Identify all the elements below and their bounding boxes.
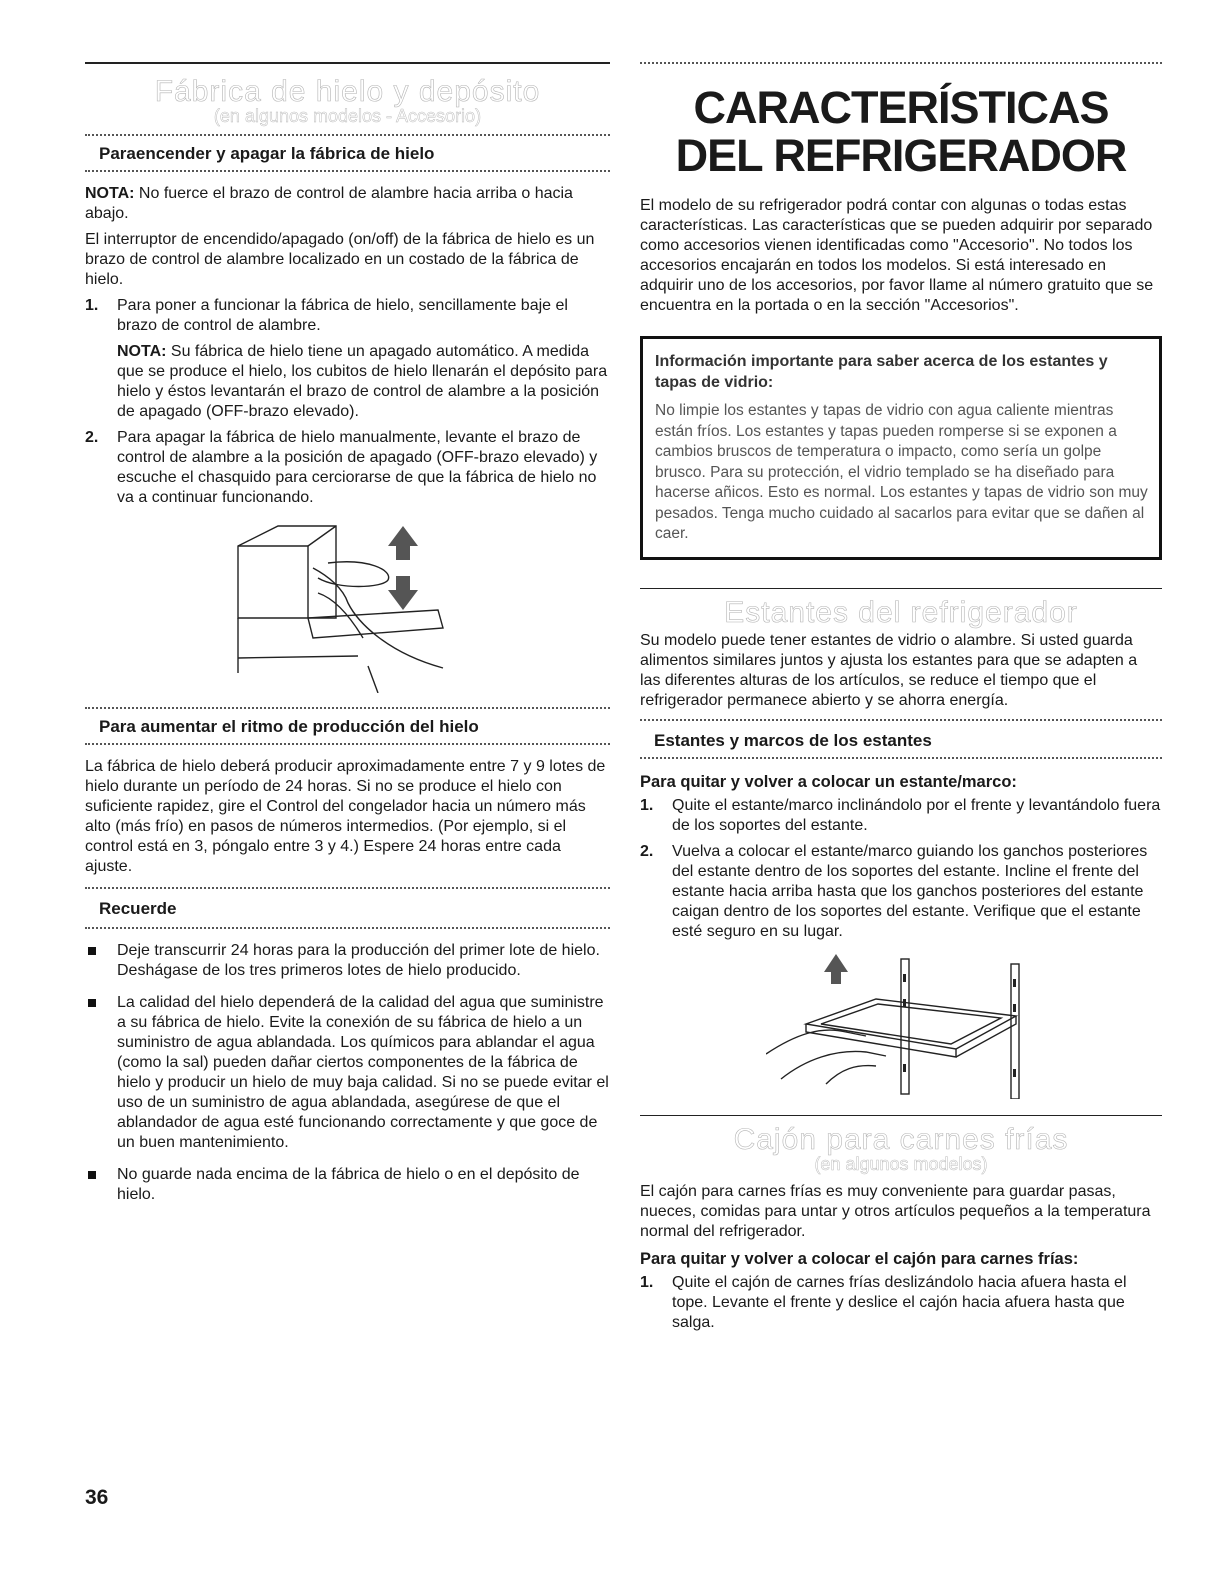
bullet-square-icon <box>88 947 96 955</box>
shelves-section-title: Estantes del refrigerador <box>724 595 1078 629</box>
step-text: Para poner a funcionar la fábrica de hielo, sencillamente baje el brazo de control de alambre. <box>117 297 568 334</box>
section-rule <box>640 588 1162 589</box>
shelves-text: Su modelo puede tener estantes de vidrio o alambre. Si usted guarda alimentos similares juntos y ajusta los estantes para que se adapten a las diferentes alturas de los artículos, se reduce el tiempo que el refrigerador permanece abierto y se ahorra energía. <box>640 631 1138 709</box>
step-number: 1. <box>640 1273 654 1291</box>
page-number: 36 <box>85 1486 109 1509</box>
step-number: 2. <box>85 429 99 446</box>
list-item <box>85 428 610 508</box>
glass-warning-box <box>640 336 1162 560</box>
shelves-frames-heading: Estantes y marcos de los estantes <box>654 730 932 750</box>
shelf-procedure-heading: Para quitar y volver a colocar un estante/marco: <box>640 772 1017 791</box>
list-item <box>85 1165 610 1205</box>
heading-rule-bottom <box>85 170 610 172</box>
main-title-line-1: CARACTERÍSTICAS <box>693 82 1109 133</box>
list-item <box>85 941 610 981</box>
step-text: Quite el estante/marco inclinándolo por el frente y levantándolo fuera de los soportes del estante. <box>672 796 1161 834</box>
meat-drawer-steps <box>640 1273 1162 1333</box>
step-number: 2. <box>640 842 654 860</box>
shelf-steps <box>640 796 1162 942</box>
ice-maker-section-title: Fábrica de hielo y depósito <box>154 75 541 108</box>
section-rule <box>640 1115 1162 1116</box>
main-title <box>640 84 1162 180</box>
meat-drawer-procedure-heading: Para quitar y volver a colocar el cajón para carnes frías: <box>640 1249 1079 1268</box>
step-text: Para apagar la fábrica de hielo manualmente, levante el brazo de control de alambre a la posición de apagado (OFF-brazo elevado) y escuche el chasquido para cerciorarse de que la fábrica de hielo no va a continuar funcionando. <box>117 429 598 506</box>
note-label: NOTA: <box>117 343 167 360</box>
list-item <box>85 993 610 1153</box>
list-item <box>85 296 610 422</box>
heading-rule-bottom <box>85 743 610 745</box>
meat-drawer-text: El cajón para carnes frías es muy conveniente para guardar pasas, nueces, comidas para untar y otros artículos pequeños a la temperatura normal del refrigerador. <box>640 1182 1151 1240</box>
step-text: Quite el cajón de carnes frías deslizándolo hacia afuera hasta el tope. Levante el frente y deslice el cajón hacia afuera hasta que salga. <box>672 1273 1127 1331</box>
ice-maker-section-subtitle: (en algunos modelos - Accesorio) <box>213 106 482 126</box>
warning-text: No limpie los estantes y tapas de vidrio con agua caliente mientras están fríos. Los estantes y tapas pueden romperse si se exponen a cambios bruscos de temperatura o impacto, como sería un golpe brusco. Para su protección, el vidrio templado se ha diseñado para hacerse añicos. Esto es normal. Los estantes y tapas de vidrio son muy pesados. Tenga mucho cuidado al sacarlos para evitar que se dañen al caer. <box>655 402 1148 542</box>
on-off-note <box>85 184 610 224</box>
remember-bullets <box>85 941 610 1205</box>
section-rule <box>640 62 1162 64</box>
on-off-intro: El interruptor de encendido/apagado (on/off) de la fábrica de hielo es un brazo de control de alambre localizado en un costado de la fábrica de hielo. <box>85 231 595 288</box>
meat-drawer-section-title: Cajón para carnes frías <box>733 1122 1069 1156</box>
note-text: No fuerce el brazo de control de alambre hacia arriba o hacia abajo. <box>85 185 573 222</box>
step-text: Vuelva a colocar el estante/marco guiando los ganchos posteriores del estante dentro de los soportes del estante. Incline el frente del estante hacia arriba hasta que los ganchos posteriores del estante caigan dentro de los soportes del estante. Verifique que el estante esté seguro en su lugar. <box>672 842 1148 940</box>
bullet-square-icon <box>88 1171 96 1179</box>
list-item <box>640 1273 1162 1333</box>
list-item <box>640 796 1162 836</box>
bullet-square-icon <box>88 999 96 1007</box>
remember-heading: Recuerde <box>99 899 177 918</box>
step-number: 1. <box>640 796 654 814</box>
warning-heading: Información importante para saber acerca de los estantes y tapas de vidrio: <box>655 353 1108 391</box>
note-text: Su fábrica de hielo tiene un apagado automático. A medida que se produce el hielo, los cubitos de hielo llenarán el depósito para hielo y éstos levantarán el brazo de control de alambre a la posición de apagado (OFF-brazo elevado). <box>117 343 608 420</box>
features-intro: El modelo de su refrigerador podrá contar con algunas o todas estas características. Las características que se pueden adquirir por separado como accesorios vienen identificadas como "Accesorio". No todos los accesorios encajarán en todos los modelos. Si está interesado en adquirir uno de los accesorios, por favor llame al número gratuito que se encuentra en la portada o en la sección "Accesorios". <box>640 197 1154 314</box>
ice-maker-illustration <box>218 518 478 693</box>
bullet-text: La calidad del hielo dependerá de la calidad del agua que suministre a su fábrica de hielo. Evite la conexión de su fábrica de hielo a un suministro de agua ablandada. Los químicos para ablandar el agua (como la sal) pueden dañar ciertos componentes de la fábrica de hielo y producir un hielo de muy baja calidad. Si no se puede evitar el uso de un suministro de agua ablandada, asegúrese de que el ablandador de agua esté funcionando correctamente y que goce de un buen mantenimiento. <box>117 994 609 1151</box>
heading-rule-bottom <box>85 927 610 929</box>
note-label: NOTA: <box>85 185 135 202</box>
shelf-illustration <box>766 954 1036 1099</box>
meat-drawer-section-subtitle: (en algunos modelos) <box>814 1153 988 1174</box>
main-title-line-2: DEL REFRIGERADOR <box>675 130 1127 181</box>
heading-rule-top <box>85 134 610 136</box>
on-off-steps <box>85 296 610 508</box>
step-number: 1. <box>85 297 99 314</box>
ice-rate-heading: Para aumentar el ritmo de producción del hielo <box>99 717 479 736</box>
list-item <box>640 842 1162 942</box>
right-column <box>640 62 1162 1333</box>
left-column <box>85 62 610 1205</box>
heading-rule-top <box>85 887 610 889</box>
on-off-heading: Paraencender y apagar la fábrica de hielo <box>99 144 435 163</box>
heading-rule-top <box>85 707 610 709</box>
bullet-text: Deje transcurrir 24 horas para la producción del primer lote de hielo. Deshágase de los tres primeros lotes de hielo producido. <box>117 942 600 979</box>
ice-rate-text: La fábrica de hielo deberá producir aproximadamente entre 7 y 9 lotes de hielo durante un período de 24 horas. Si no se produce el hielo con suficiente rapidez, gire el Control del congelador hacia un número más alto (más frío) en pasos de números intermedios. (Por ejemplo, si el control está en 3, póngalo entre 3 y 4.) Espere 24 horas entre cada ajuste. <box>85 758 606 875</box>
heading-rule-top <box>640 719 1162 721</box>
bullet-text: No guarde nada encima de la fábrica de hielo o en el depósito de hielo. <box>117 1166 580 1203</box>
step-note <box>117 342 610 422</box>
heading-rule-bottom <box>640 757 1162 759</box>
